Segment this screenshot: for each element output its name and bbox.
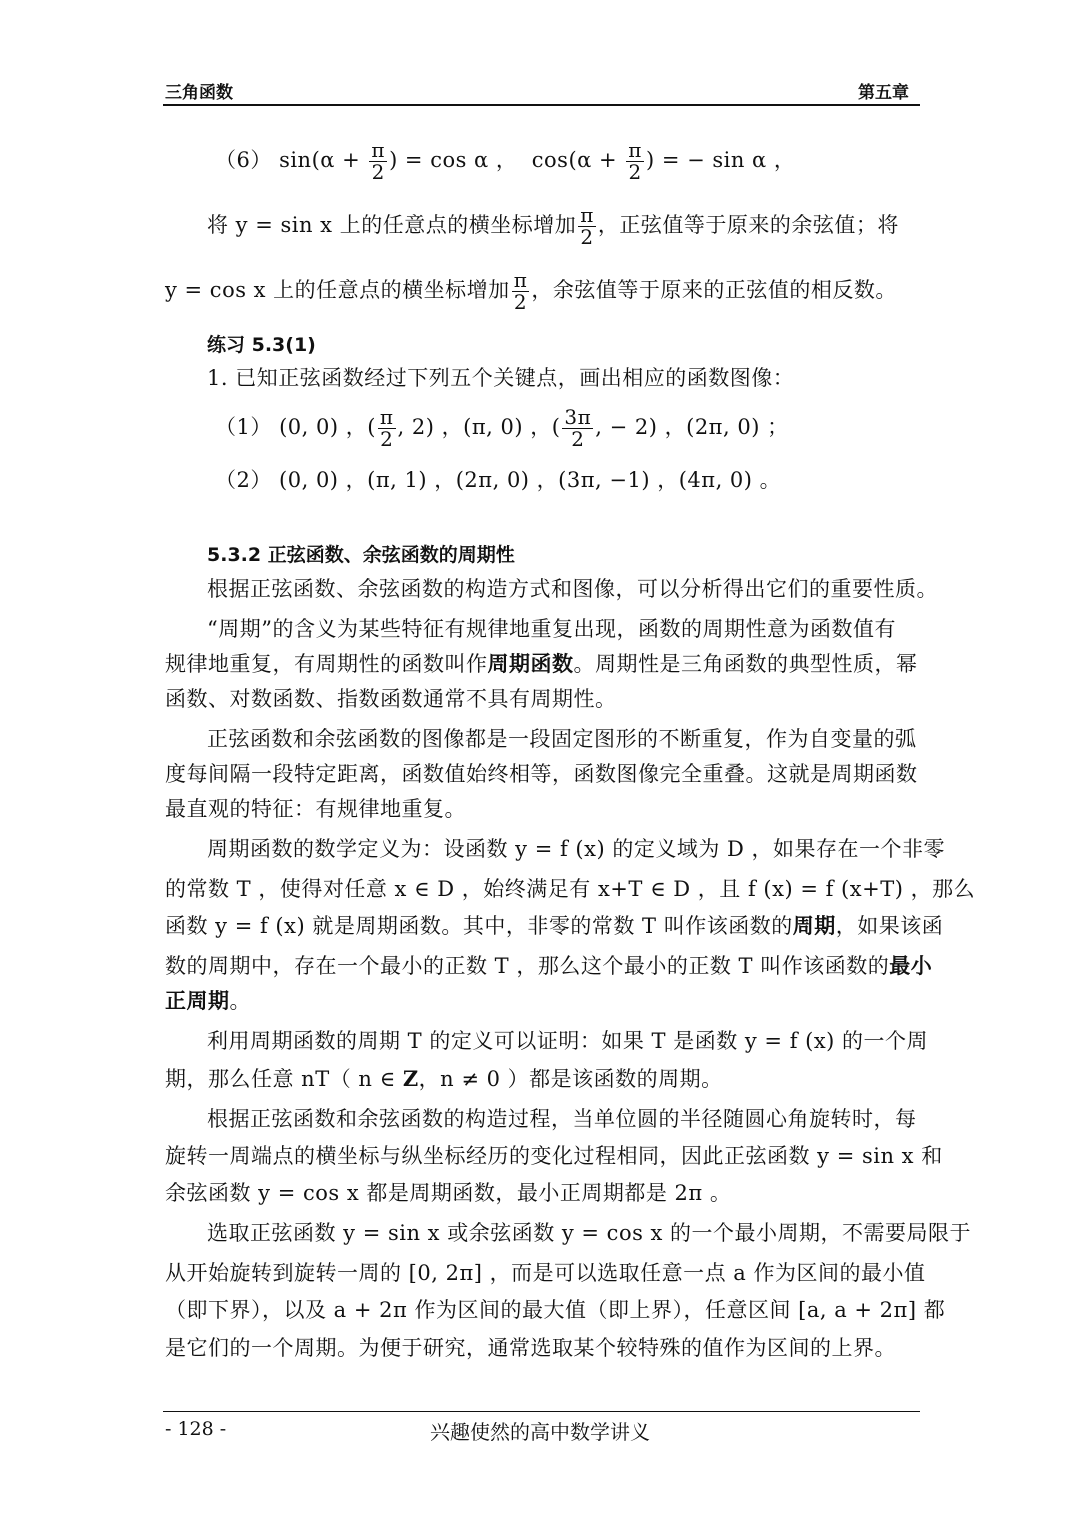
body-line: 余弦函数 y = cos x 都是周期函数，最小正周期都是 2π 。	[165, 1181, 732, 1205]
body-line: 根据正弦函数、余弦函数的构造方式和图像，可以分析得出它们的重要性质。	[207, 577, 938, 601]
pi-over-2-fraction: $\frac{\pi}{2}$	[580, 203, 594, 249]
body-line: 规律地重复，有周期性的函数叫作周期函数。周期性是三角函数的典型性质，幂	[165, 651, 918, 676]
body-line: （即下界），以及 a + 2π 作为区间的最大值（即上界），任意区间 [a, a + 2π] 都	[165, 1298, 946, 1322]
term-periodic-function: 周期函数	[487, 651, 574, 676]
sin-shift-lhs: sin(α +	[279, 148, 368, 172]
pi-over-2-fraction: $\frac{\pi}{2}$	[371, 138, 386, 184]
sin-shift-rhs: ) = cos α ，	[389, 148, 518, 172]
pi-over-2-fraction: $\frac{\pi}{2}$	[513, 268, 528, 314]
term-minimal: 最小	[889, 953, 933, 978]
body-line: 旋转一周端点的横坐标与纵坐标经历的变化过程相同，因此正弦函数 y = sin x 和	[165, 1144, 943, 1168]
section-title: 5.3.2 正弦函数、余弦函数的周期性	[207, 544, 515, 566]
body-line: 选取正弦函数 y = sin x 或余弦函数 y = cos x 的一个最小周期，不需要局限于	[207, 1221, 972, 1245]
integer-set-symbol: Z	[402, 1066, 419, 1091]
header-rule	[163, 104, 920, 106]
term-period: 周期	[792, 913, 836, 938]
formula-6	[215, 140, 972, 183]
pi-over-2-fraction: $\frac{\pi}{2}$	[628, 138, 642, 184]
body-line: 正周期。	[165, 988, 251, 1013]
cos-shift-rhs: ) = − sin α ，	[645, 148, 796, 172]
three-pi-over-2-fraction: $\frac{3\pi}{2}$	[564, 405, 592, 451]
book-title: 兴趣使然的高中数学讲义	[430, 1420, 650, 1444]
body-line: 利用周期函数的周期 T 的定义可以证明：如果 T 是函数 y = f (x) 的一个周	[207, 1029, 929, 1053]
practice-title: 练习 5.3(1)	[207, 334, 316, 356]
shift-paragraph-line-1: 将 y = sin x 上的任意点的横坐标增加 $\frac{\pi}{2}$ ，正弦值等于原来的余弦值；将	[207, 203, 899, 249]
header-chapter-name: 三角函数	[165, 83, 233, 103]
body-line: 数的周期中，存在一个最小的正数 T ，那么这个最小的正数 T 叫作该函数的最小	[165, 953, 933, 978]
practice-question-1: 1. 已知正弦函数经过下列五个关键点，画出相应的函数图像：	[207, 366, 795, 390]
shift-paragraph-line-2: y = cos x 上的任意点的横坐标增加 $\frac{\pi}{2}$ ，余弦值等于原来的正弦值的相反数。	[165, 268, 897, 314]
practice-points-1: （1） (0, 0) ，( $\frac{\pi}{2}$ , 2) ，(π, 0) ，( $\frac{3\pi}{2}$ , − 2) ，(2π, 0) ；	[215, 405, 789, 451]
formula-label: （6）	[215, 148, 272, 172]
body-line: 是它们的一个周期。为便于研究，通常选取某个较特殊的值作为区间的上界。	[165, 1336, 896, 1360]
page-number: - 128 -	[165, 1418, 227, 1440]
body-line: 的常数 T ，使得对任意 x ∈ D ，始终满足有 x+T ∈ D ，且 f (x) = f (x+T) ，那么	[165, 877, 976, 901]
cos-shift-lhs: cos(α +	[531, 148, 625, 172]
body-line: 期，那么任意 nT（ n ∈ Z，n ≠ 0 ）都是该函数的周期。	[165, 1066, 723, 1091]
footer-rule	[163, 1411, 920, 1412]
body-line: “周期”的含义为某些特征有规律地重复出现，函数的周期性意为函数值有	[207, 617, 896, 641]
body-line: 周期函数的数学定义为：设函数 y = f (x) 的定义域为 D ，如果存在一个非零	[207, 837, 946, 861]
term-positive-period: 正周期	[165, 988, 230, 1013]
practice-points-2: （2） (0, 0) ，(π, 1) ，(2π, 0) ，(3π, −1) ，(4π, 0) 。	[215, 468, 782, 492]
body-line: 根据正弦函数和余弦函数的构造过程，当单位圆的半径随圆心角旋转时，每	[207, 1107, 917, 1131]
body-line: 度每间隔一段特定距离，函数值始终相等，函数图像完全重叠。这就是周期函数	[165, 762, 918, 786]
pi-over-2-fraction: $\frac{\pi}{2}$	[379, 405, 394, 451]
body-line: 正弦函数和余弦函数的图像都是一段固定图形的不断重复，作为自变量的弧	[207, 727, 917, 751]
body-line: 从开始旋转到旋转一周的 [0, 2π] ，而是可以选取任意一点 a 作为区间的最小值	[165, 1261, 926, 1285]
body-line: 函数 y = f (x) 就是周期函数。其中，非零的常数 T 叫作该函数的周期，如果该函	[165, 913, 944, 938]
header-chapter-number: 第五章	[858, 83, 909, 103]
body-line: 最直观的特征：有规律地重复。	[165, 797, 466, 821]
body-line: 函数、对数函数、指数函数通常不具有周期性。	[165, 687, 617, 711]
